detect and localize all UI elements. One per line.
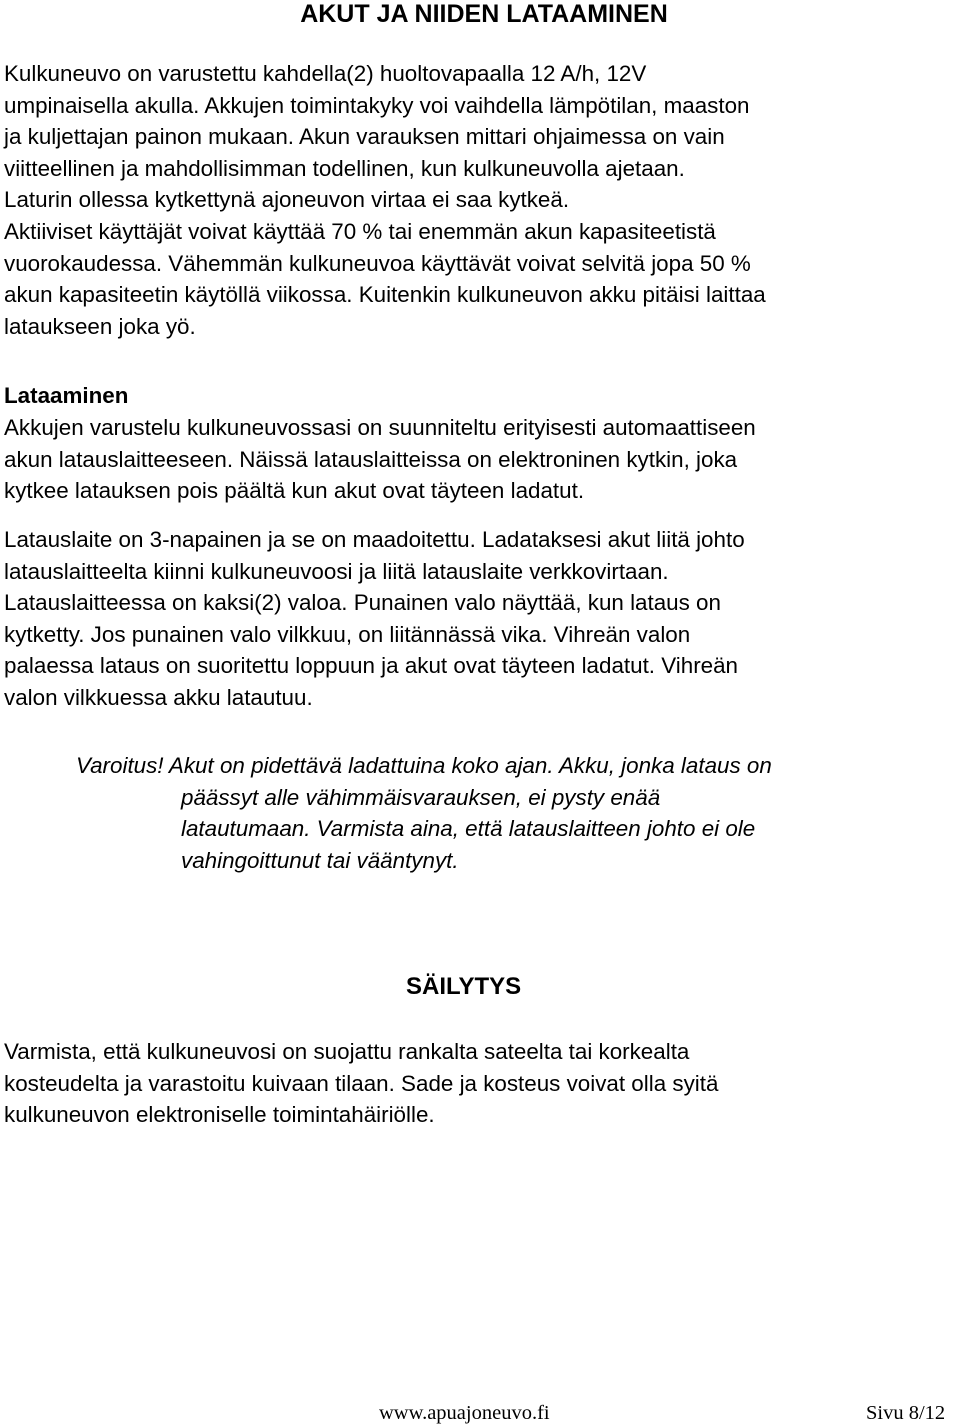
intro-line: umpinaisella akulla. Akkujen toimintakyky voi vaihdella lämpötilan, maaston — [4, 92, 750, 118]
storage-paragraph — [4, 1036, 956, 1131]
storage-line: kulkuneuvon elektroniselle toimintahäiriölle. — [4, 1102, 435, 1128]
page-title: AKUT JA NIIDEN LATAAMINEN — [300, 0, 668, 28]
warning-line: latautumaan. Varmista aina, että latauslaitteen johto ei ole — [181, 816, 756, 842]
charger-line: latauslaitteelta kiinni kulkuneuvoosi ja liitä latauslaite verkkovirtaan. — [4, 558, 669, 584]
storage-line: kosteudelta ja varastoitu kuivaan tilaan. Sade ja kosteus voivat olla syitä — [4, 1070, 719, 1096]
charger-line: palaessa lataus on suoritettu loppuun ja akut ovat täyteen ladatut. Vihreän — [4, 653, 739, 679]
storage-heading: SÄILYTYS — [406, 973, 522, 1000]
warning-line: vahingoittunut tai vääntynyt. — [181, 847, 459, 873]
footer-website: www.apuajoneuvo.fi — [379, 1402, 550, 1424]
charger-line: valon vilkkuessa akku latautuu. — [4, 684, 313, 710]
charger-paragraph — [4, 524, 956, 714]
charger-line: Latauslaitteessa on kaksi(2) valoa. Punainen valo näyttää, kun lataus on — [4, 590, 721, 616]
charger-line: Latauslaite on 3-napainen ja se on maadoitettu. Ladataksesi akut liitä johto — [4, 527, 745, 552]
warning-line: Varoitus! Akut on pidettävä ladattuina koko ajan. Akku, jonka lataus on — [76, 753, 772, 778]
warning-line: päässyt alle vähimmäisvarauksen, ei pysty enää — [181, 784, 661, 810]
intro-line: lataukseen joka yö. — [4, 313, 196, 339]
intro-line: Laturin ollessa kytkettynä ajoneuvon virtaa ei saa kytkeä. — [4, 187, 570, 213]
intro-paragraph — [4, 58, 956, 342]
charging-line: Akkujen varustelu kulkuneuvossasi on suunniteltu erityisesti automaattiseen — [4, 415, 756, 440]
intro-line: viitteellinen ja mahdollisimman todellinen, kun kulkuneuvolla ajetaan. — [4, 155, 685, 181]
charging-heading: Lataaminen — [4, 383, 129, 408]
intro-line: vuorokaudessa. Vähemmän kulkuneuvoa käyttävät voivat selvitä jopa 50 % — [4, 250, 751, 276]
charging-line: akun latauslaitteeseen. Näissä latauslaitteissa on elektroninen kytkin, joka — [4, 446, 738, 472]
intro-line: akun kapasiteetin käytöllä viikossa. Kuitenkin kulkuneuvon akku pitäisi laittaa — [4, 282, 766, 308]
charging-paragraph — [4, 412, 956, 507]
warning-note — [76, 750, 956, 876]
charger-line: kytketty. Jos punainen valo vilkkuu, on liitännässä vika. Vihreän valon — [4, 621, 691, 647]
charging-line: kytkee latauksen pois päältä kun akut ovat täyteen ladatut. — [4, 478, 585, 504]
intro-line: Kulkuneuvo on varustettu kahdella(2) huoltovapaalla 12 A/h, 12V — [4, 61, 647, 86]
footer-page-number: Sivu 8/12 — [866, 1402, 946, 1424]
intro-line: ja kuljettajan painon mukaan. Akun varauksen mittari ohjaimessa on vain — [4, 124, 725, 150]
storage-line: Varmista, että kulkuneuvosi on suojattu rankalta sateelta tai korkealta — [4, 1039, 690, 1064]
intro-line: Aktiiviset käyttäjät voivat käyttää 70 % tai enemmän akun kapasiteetistä — [4, 218, 716, 244]
